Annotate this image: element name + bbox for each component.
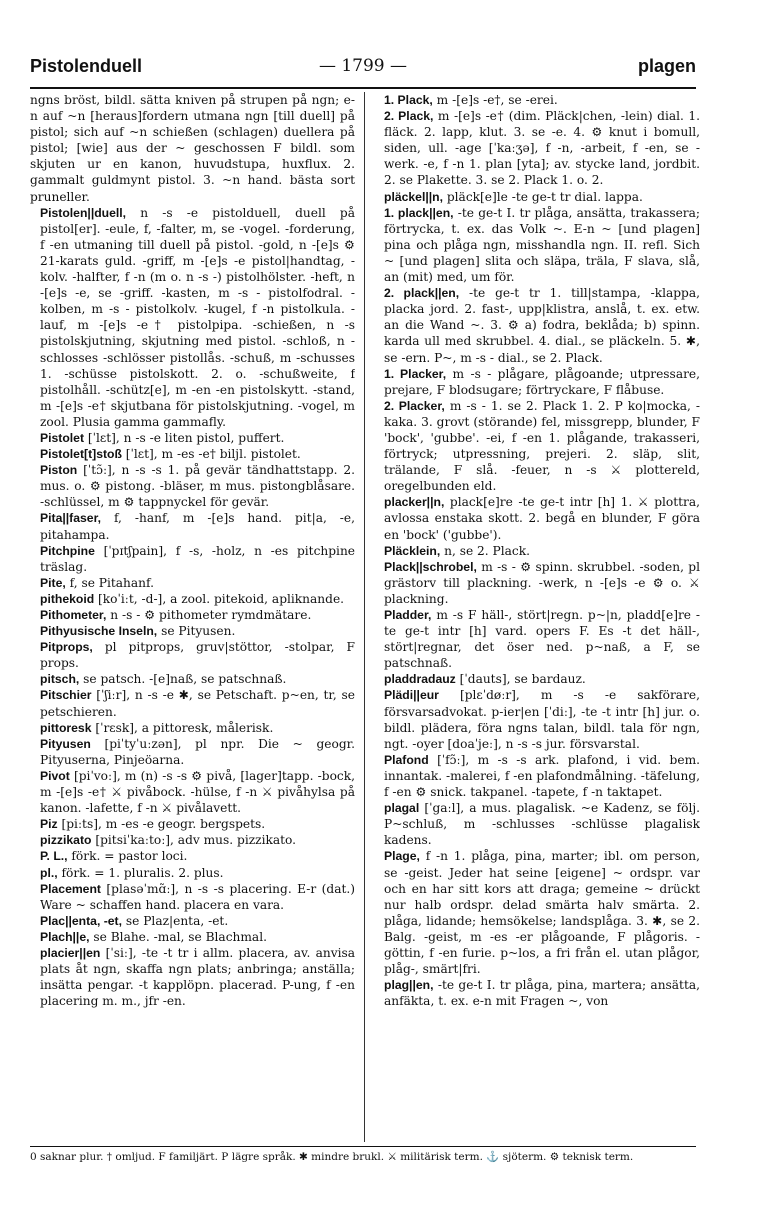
- entry-headword: Pitprops,: [40, 640, 93, 655]
- header-last-word: plagen: [637, 56, 696, 76]
- entry-text: se Blahe. -mal, se Blachmal.: [93, 929, 267, 944]
- entry-headword: P. L.,: [40, 849, 68, 864]
- entry-headword: 1. Placker,: [384, 366, 447, 381]
- entry-text: -te ge-t tr 1. till|stampa, -klappa, placka jord. 2. fast-, upp|klistra, anslå, t. ex. etw. an die Wand ~. 3. ⚙ a) fodra, beklåda; b) spinn. karda ull med skrubbel. 4. dial., se pläckeln. 5. ✱, se -ern. P~, m -s - dial., se 2. Plack.: [384, 286, 700, 365]
- entry-text: f, -hanf, m -[e]s hand. pit|a, -e, pitahampa.: [40, 511, 355, 542]
- dictionary-entry: [30, 687, 355, 719]
- dictionary-entry: [30, 929, 355, 945]
- entry-headword: Pistolet: [40, 430, 85, 445]
- dictionary-entry: [30, 720, 355, 736]
- dictionary-entry: [30, 92, 355, 205]
- entry-text: förk. = pastor loci.: [71, 849, 188, 864]
- entry-text: [ˈgaːl], a mus. plagalisk. ~e Kadenz, se följ. P~schluß, m -schlusses -schlüsse plagalisk kadens.: [384, 801, 700, 848]
- entry-text: [ˈpɪtʃpain], f -s, -holz, n -es pitchpine träslag.: [40, 543, 355, 574]
- entry-headword: pladdradauz: [384, 672, 456, 687]
- dictionary-entry: [374, 398, 700, 495]
- dictionary-entry: [374, 977, 700, 1009]
- footer-rule: [30, 1146, 696, 1147]
- entry-text: [ˈʃiːr], n -s -e ✱, se Petschaft. p~en, tr, se petschieren.: [40, 688, 355, 719]
- entry-text: [plɛˈdøːr], m -s -e sakförare, försvarsadvokat. p-ier|en [ˈdiː], -te -t intr [h] jur. o. bildl. plädera, föra ngns talan, bildl. tala för ngn, ngt. -oyer [doaˈjeː], n -s -s jur. försvarstal.: [384, 688, 700, 751]
- dictionary-entry: [30, 462, 355, 510]
- entry-headword: 1. plack||en,: [384, 205, 454, 220]
- dictionary-entry: [30, 881, 355, 913]
- dictionary-entry: [30, 816, 355, 832]
- entry-text: se Pityusen.: [161, 624, 236, 639]
- dictionary-entry: [30, 607, 355, 623]
- entry-text: n -s - ⚙ pithometer rymdmätare.: [110, 608, 312, 622]
- entry-text: n, se 2. Plack.: [444, 543, 530, 558]
- entry-text: [pitsiˈkaːtoː], adv mus. pizzikato.: [95, 833, 297, 848]
- entry-headword: Pithometer,: [40, 608, 107, 622]
- entry-text: [ˈtɔ̃ː], n -s -s 1. på gevär tändhattstapp. 2. mus. o. ⚙ pistong. -bläser, m mus. pistongblåsare. -schlüssel, m ⚙ tappnyckel för gevär.: [40, 463, 355, 510]
- entry-headword: Pivot: [40, 768, 70, 783]
- entry-text: pl pitprops, gruv|stöttor, -stolpar, F props.: [40, 640, 355, 671]
- dictionary-entry: [30, 736, 355, 768]
- dictionary-entry: [374, 92, 700, 108]
- entry-text: [ˈrɛsk], a pittoresk, målerisk.: [95, 720, 274, 735]
- dictionary-entry: [30, 945, 355, 1009]
- dictionary-entry: [30, 543, 355, 575]
- dictionary-entry: [374, 607, 700, 671]
- dictionary-entry: [374, 189, 700, 205]
- dictionary-entry: [374, 494, 700, 542]
- entry-headword: Piston: [40, 463, 78, 478]
- entry-headword: pithekoid: [40, 591, 95, 606]
- entry-text: pläck[e]le -te ge-t tr dial. lappa.: [446, 189, 643, 204]
- entry-headword: Pithyusische Inseln,: [40, 624, 158, 639]
- dictionary-entry: [30, 623, 355, 639]
- entry-headword: plag||en,: [384, 978, 434, 993]
- entry-text: [ˈlɛt], m -es -e† biljl. pistolet.: [125, 447, 301, 462]
- entry-text: f -n 1. plåga, pina, marter; ibl. om person, se -geist. Jeder hat seine [eigene] ~ ordspr. var och en har sitt kors att draga; gemeine ~ drückt nur halb ordspr. delad smärta halv smärta. 2. plåga, lidande; hemsökelse; landsplåga. 3. ✱, se 2. Balg. -geist, m -es -er plågoande, F plågoris. -göttin, f -en furie. p~los, a fri från el. utan plågor, plåg-, smärt|fri.: [384, 849, 700, 977]
- header-first-word: Pistolenduell: [30, 56, 143, 76]
- column-divider: [364, 92, 365, 1142]
- entry-headword: pl.,: [40, 865, 58, 880]
- page-header: [30, 56, 696, 84]
- dictionary-entry: [374, 752, 700, 800]
- entry-text: ngns bröst, bildl. sätta kniven på strupen på ngn; e-n auf ~n [heraus]fordern utmana ngn [till duell] på pistol; sich auf ~n schießen (schlagen) duellera på pistol; [wie] aus der ~ geschossen F bildl. som skjuten ur en kanon, huvudstupa, huxflux. 2. gammalt guldmynt pistol. 3. ~n hand. bästa sort pruneller.: [30, 93, 355, 204]
- entry-text: se patsch. -[e]naß, se patschnaß.: [83, 672, 287, 687]
- entry-headword: Pitchpine: [40, 543, 95, 558]
- dictionary-entry: [374, 559, 700, 607]
- entry-text: [ˈfɔ̃ː], m -s -s ark. plafond, i vid. bem. innantak. -malerei, f -en plafondmålning. -täfelung, f -en ⚙ snick. takpanel. -tapete, f -n taktapet.: [384, 752, 700, 800]
- dictionary-entry: [374, 366, 700, 398]
- dictionary-entry: [374, 543, 700, 559]
- entry-headword: Pita||faser,: [40, 511, 102, 526]
- entry-headword: Pladder,: [384, 608, 432, 622]
- dictionary-entry: [30, 446, 355, 462]
- entry-text: -te ge-t I. tr plåga, pina, martera; ansätta, anfäkta, t. ex. e-n mit Fragen ~, von: [384, 978, 700, 1009]
- dictionary-entry: [374, 108, 700, 188]
- entry-text: [ˈlɛt], n -s -e liten pistol, puffert.: [87, 430, 285, 445]
- entry-text: förk. = 1. pluralis. 2. plus.: [61, 865, 224, 880]
- page-number: — 1799 —: [318, 56, 408, 76]
- entry-text: [ˈdauts], se bardauz.: [459, 672, 586, 687]
- entry-headword: 1. Plack,: [384, 93, 433, 107]
- entry-headword: 2. plack||en,: [384, 286, 460, 301]
- entry-headword: 2. Placker,: [384, 398, 445, 413]
- dictionary-entry: [30, 575, 355, 591]
- dictionary-entry: [374, 671, 700, 687]
- entry-text: se Plaz|enta, -et.: [125, 913, 229, 928]
- dictionary-entry: [30, 430, 355, 446]
- dictionary-entry: [30, 768, 355, 816]
- dictionary-entry: [30, 848, 355, 864]
- entry-text: m -s - ⚙ spinn. skrubbel. -soden, pl grästorv till plackning. -werk, n -[e]s -e ⚙ o. ⚔ plackning.: [384, 559, 700, 606]
- dictionary-entry: [30, 591, 355, 607]
- entry-headword: plagal: [384, 801, 420, 816]
- dictionary-entry: [30, 510, 355, 542]
- entry-headword: Plädi||eur: [384, 688, 439, 703]
- entry-text: m -s F häll-, stört|regn. p~|n, pladd[e]re -te ge-t intr [h] vard. opers F. Es -t det häll-, stört|regnar, det öser ned. p~naß, a F, se patschnaß.: [384, 608, 700, 671]
- entry-headword: Pistolet[t]stoß: [40, 447, 122, 462]
- dictionary-entry: [374, 800, 700, 848]
- entry-headword: placier||en: [40, 945, 101, 960]
- entry-text: [piˈtyˈuːzən], pl npr. Die ~ geogr. Pityuserna, Pinjeöarna.: [40, 736, 355, 767]
- dictionary-entry: [374, 848, 700, 977]
- left-column: [30, 92, 355, 1142]
- entry-headword: Piz: [40, 817, 58, 832]
- entry-text: f, se Pitahanf.: [69, 575, 154, 590]
- entry-text: [piˈvoː], m (n) -s -s ⚙ pivå, [lager]tapp. -bock, m -[e]s -e† ⚔ pivåbock. -hülse, f -n ⚔ pivåhylsa på kanon. -lafette, f -n ⚔ pivålavett.: [40, 768, 355, 816]
- right-column: [374, 92, 700, 1142]
- entry-text: n -s -e pistolduell, duell på pistol[er]. -eule, f, -falter, m, se -vogel. -forderung, f -en utmaning till duell på pistol. -gold, n -[e]s ⚙ 21-karats guld. -griff, m -[e]s -e pistol|handtag, -kolv. -halfter, f -n (m o. n -s -) pistolhölster. -heft, n -[e]s -e, se -griff. -kasten, m -s - pistolfodral. -kolben, m -s - pistolkolv. -kugel, f -n pistolkula. -lauf, m -[e]s -e† pistolpipa. -schießen, n -s pistolskjutning, skjutning med pistol. -schloß, n -schlosses -schlösser pistollås. -schuß, m -schusses 1. -schüsse pistolskott. 2. o. -schußweite, f pistolhåll. -schütz[e], m -en -en pistolskytt. -stand, m -[e]s -e† skjutbana för pistolskjutning. -vogel, m zool. Plusia gamma gammafly.: [40, 205, 355, 429]
- entry-headword: Placement: [40, 881, 101, 896]
- entry-headword: Plach||e,: [40, 929, 90, 944]
- entry-headword: pitsch,: [40, 672, 80, 687]
- dictionary-entry: [30, 865, 355, 881]
- entry-headword: pizzikato: [40, 833, 92, 848]
- dictionary-entry: [374, 205, 700, 285]
- entry-headword: Pite,: [40, 575, 66, 590]
- entry-headword: Plack||schrobel,: [384, 559, 477, 574]
- dictionary-entry: [374, 687, 700, 751]
- dictionary-entry: [30, 639, 355, 671]
- entry-headword: Plac||enta, -et,: [40, 913, 123, 928]
- entry-headword: Plage,: [384, 849, 420, 864]
- entry-text: [piːts], m -es -e geogr. bergspets.: [61, 817, 266, 832]
- entry-text: [plasəˈmɑ̃ː], n -s -s placering. E-r (dat.) Ware ~ schaffen hand. placera en vara.: [40, 881, 355, 912]
- dictionary-entry: [30, 913, 355, 929]
- entry-text: m -s - plågare, plågoande; utpressare, prejare, F blodsugare; förtryckare, F flåbuse.: [384, 366, 700, 397]
- entry-text: plack[e]re -te ge-t intr [h] 1. ⚔ plottra, avlossa enstaka skott. 2. begå en blunder, F göra en 'bock' ('gubbe').: [384, 495, 700, 542]
- entry-headword: Pitschier: [40, 688, 92, 703]
- entry-headword: Pistolen||duell,: [40, 205, 127, 220]
- entry-text: m -[e]s -e†, se -erei.: [436, 93, 558, 107]
- entry-headword: Pläcklein,: [384, 543, 441, 558]
- dictionary-entry: [374, 285, 700, 365]
- dictionary-entry: [30, 205, 355, 430]
- entry-headword: placker||n,: [384, 495, 445, 510]
- entry-headword: pläckel||n,: [384, 189, 443, 204]
- entry-text: -te ge-t I. tr plåga, ansätta, trakassera; förtrycka, t. ex. das Volk ~. E-n ~ [und plagen] pina och plåga ngn, misshandla ngn. II. refl. Sich ~ [und plagen] slita och släpa, träla, F slava, slå, an (mit) med, um för.: [384, 205, 700, 285]
- dictionary-entry: [30, 832, 355, 848]
- header-rule: [30, 87, 696, 89]
- entry-headword: Pityusen: [40, 736, 91, 751]
- entry-headword: pittoresk: [40, 720, 92, 735]
- entry-headword: Plafond: [384, 752, 429, 767]
- abbreviation-legend: 0 saknar plur. † omljud. F familjärt. P lägre språk. ✱ mindre brukl. ⚔ militärisk term. ⚓ sjöterm. ⚙ teknisk term.: [30, 1151, 634, 1163]
- entry-text: [ˈsiː], -te -t tr i allm. placera, av. anvisa plats åt ngn, skaffa ngn plats; anbringa; anställa; insätta pengar. -t kapplöpn. placerad. P-ung, f -en placering m. m., jfr -en.: [40, 945, 355, 1009]
- dictionary-entry: [30, 671, 355, 687]
- entry-text: m -s - 1. se 2. Plack 1. 2. P ko|mocka, -kaka. 3. grovt (störande) fel, missgrepp, blunder, F 'bock', 'gubbe'. -ei, f -en 1. plågande, trakasseri, förtryck; utpressning, prejeri. 2. släp, slit, trälande, F slå. -feuer, n -s ⚔ plottereld, oregelbunden eld.: [384, 398, 700, 494]
- entry-text: [koˈiːt, -d-], a zool. pitekoid, apliknande.: [98, 591, 345, 606]
- entry-headword: 2. Plack,: [384, 109, 434, 124]
- entry-text: m -[e]s -e† (dim. Pläck|chen, -lein) dial. 1. fläck. 2. lapp, klut. 3. se -e. 4. ⚙ knut i bomull, siden, ull. -age [ˈkaːʒə], f -n, -arbeit, f -en, se -werk. -e, f -n 1. plan [yta]; av. stycke land, jordbit. 2. se Plakette. 3. se 2. Plack 1. o. 2.: [384, 109, 700, 188]
